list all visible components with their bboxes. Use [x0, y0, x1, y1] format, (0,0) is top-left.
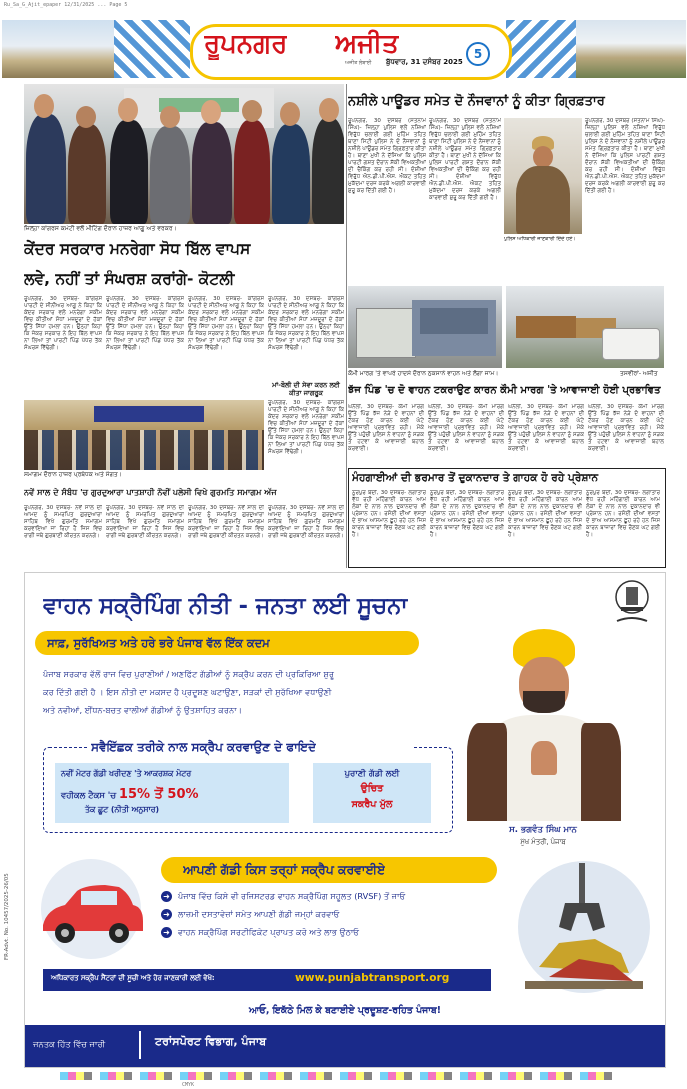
footer-right: ਟਰਾਂਸਪੋਰਟ ਵਿਭਾਗ, ਪੰਜਾਬ: [155, 1035, 267, 1048]
inflation-headline: ਮੰਹਗਾਈਆਂ ਦੀ ਭਰਮਾਰ ਤੋਂ ਦੁਕਾਨਦਾਰ ਤੇ ਗਾਹਕ ਹੋ ਰਹੇ ਪ੍ਰੇਸ਼ਾਨ: [352, 472, 599, 484]
masthead-right-photo: [576, 20, 686, 78]
inflation-body-3: ਨੂਰਪੁਰ ਬੇਦੀ, 30 ਦਸੰਬਰ- ਲਗਾਤਾਰ ਵੱਧ ਰਹੀ ਮਹਿੰਗਾਈ ਕਾਰਨ ਆਮ ਲੋਕਾਂ ਦੇ ਨਾਲ ਨਾਲ ਦੁਕਾਨਦਾਰ ਵੀ ਪ੍ਰੇਸ਼ਾਨ ਹਨ। ਰਸੋਈ ਦੀਆਂ ਵਸਤਾਂ ਦੇ ਭਾਅ ਆਸਮਾਨ ਛੂਹ ਰਹੇ ਹਨ ਜਿਸ ਕਾਰਨ ਬਾਜ਼ਾਰਾਂ ਵਿਚ ਰੌਣਕ ਘਟ ਗਈ ਹੈ।: [508, 490, 582, 538]
how-title: ਆਪਣੀ ਗੱਡੀ ਕਿਸ ਤਰ੍ਹਾਂ ਸਕ੍ਰੈਪ ਕਰਵਾਈਏ: [183, 862, 386, 877]
steps-list: [161, 891, 501, 945]
highway-photo-caption: ਕੌਮੀ ਮਾਰਗ 'ਤੇ ਵਾਪਰੇ ਹਾਦਸੇ ਦੌਰਾਨ ਨੁਕਸਾਨੇ ਵਾਹਨ ਅਤੇ ਲੱਗਾ ਜਾਮ।: [348, 370, 499, 377]
benefit-2-line-2: ਉਚਿਤ: [360, 783, 384, 794]
url-label: ਅਧਿਕਾਰਤ ਸਕ੍ਰੈਪ ਸੈਂਟਰਾਂ ਦੀ ਸੂਚੀ ਅਤੇ ਹੋਰ ਜਾਣਕਾਰੀ ਲਈ ਵੇਖੋ:: [51, 974, 215, 982]
benefit-1-line-2: [61, 783, 199, 802]
ad-side-code: FR-Advt. No. 10457/2025-26/05: [4, 873, 10, 960]
mgnrega-photo-caption: ਜ਼ਿਲ੍ਹਾ ਕਾਂਗਰਸ ਕਮੇਟੀ ਵਲੋਂ ਮੀਟਿੰਗ ਦੌਰਾਨ ਹਾਜ਼ਰ ਆਗੂ ਅਤੇ ਵਰਕਰ।: [24, 225, 177, 232]
benefit-1-percent: 15% ਤੋਂ 50%: [118, 787, 199, 802]
masthead-city: ਰੂਪਨਗਰ: [204, 29, 288, 59]
benefits-title: ਸਵੈਇੱਛਕ ਤਰੀਕੇ ਨਾਲ ਸਕ੍ਰੈਪ ਕਰਵਾਉਣ ਦੇ ਫਾਇਦੇ: [91, 740, 317, 754]
step-3-text: ਵਾਹਨ ਸਕ੍ਰੈਪਿੰਗ ਸਰਟੀਫਿਕੇਟ ਪ੍ਰਾਪਤ ਕਰੋ ਅਤੇ ਲਾਭ ਉਠਾਓ: [178, 927, 360, 937]
drugs-photo: [504, 118, 582, 234]
masthead-left-photo: [2, 20, 114, 78]
benefit-2-line-1: ਪੁਰਾਣੀ ਗੱਡੀ ਲਈ: [344, 769, 400, 779]
scrapyard-illustration: [509, 857, 659, 997]
color-registration-bar: [60, 1072, 620, 1080]
gurudwara-body-3: ਰੂਪਨਗਰ, 30 ਦਸੰਬਰ- ਨਵੇਂ ਸਾਲ ਦੀ ਆਮਦ ਨੂੰ ਸਮਰਪਿਤ ਗੁਰਦੁਆਰਾ ਸਾਹਿਬ ਵਿਖੇ ਗੁਰਮਤਿ ਸਮਾਗਮ ਕਰਵਾਇਆ ਜਾ ਰਿਹਾ ਹੈ ਜਿਸ ਵਿਚ ਰਾਗੀ ਜਥੇ ਗੁਰਬਾਣੀ ਕੀਰਤਨ ਕਰਨਗੇ।: [188, 505, 264, 539]
column-divider: [346, 84, 347, 568]
gurudwara-body-1: ਰੂਪਨਗਰ, 30 ਦਸੰਬਰ- ਨਵੇਂ ਸਾਲ ਦੀ ਆਮਦ ਨੂੰ ਸਮਰਪਿਤ ਗੁਰਦੁਆਰਾ ਸਾਹਿਬ ਵਿਖੇ ਗੁਰਮਤਿ ਸਮਾਗਮ ਕਰਵਾਇਆ ਜਾ ਰਿਹਾ ਹੈ ਜਿਸ ਵਿਚ ਰਾਗੀ ਜਥੇ ਗੁਰਬਾਣੀ ਕੀਰਤਨ ਕਰਨਗੇ।: [24, 505, 102, 539]
step-1-text: ਪੰਜਾਬ ਵਿੱਚ ਕਿਸੇ ਵੀ ਰਜਿਸਟਰਡ ਵਾਹਨ ਸਕ੍ਰੈਪਿੰਗ ਸਹੂਲਤ (RVSF) ਤੋਂ ਜਾਓ: [178, 891, 406, 901]
drugs-headline: ਨਸ਼ੀਲੇ ਪਾਊਡਰ ਸਮੇਤ ਦੋ ਨੌਜਵਾਨਾਂ ਨੂੰ ਕੀਤਾ ਗ੍ਰਿਫ਼ਤਾਰ: [348, 94, 605, 109]
masthead-left-pattern: [114, 20, 190, 78]
ad-footer: [25, 1025, 665, 1067]
page-number-badge: 5: [466, 42, 490, 66]
gurudwara-headline: ਨਵੇਂ ਸਾਲ ਦੇ ਸੰਬੰਧ 'ਚ ਗੁਰਦੁਆਰਾ ਪਾਤਸ਼ਾਹੀ ਨੌਵੀਂ ਪਲੇਸੀ ਵਿਖੇ ਗੁਰਮਤਿ ਸਮਾਗਮ ਅੱਜ: [24, 487, 277, 497]
highway-body-2: ਘਨੌਲੀ, 30 ਦਸੰਬਰ- ਕੌਮੀ ਮਾਰਗ ਉੱਤੇ ਪਿੰਡ ਝੱਜ ਨੇੜੇ ਦੋ ਵਾਹਨਾਂ ਦੀ ਟੱਕਰ ਹੋਣ ਕਾਰਨ ਕਈ ਘੰਟੇ ਆਵਾਜਾਈ ਪ੍ਰਭਾਵਿਤ ਰਹੀ। ਮੌਕੇ ਉੱਤੇ ਪਹੁੰਚੀ ਪੁਲਿਸ ਨੇ ਵਾਹਨਾਂ ਨੂੰ ਸੜਕ ਤੋਂ ਹਟਵਾ ਕੇ ਆਵਾਜਾਈ ਬਹਾਲ ਕਰਵਾਈ।: [428, 404, 504, 452]
mgnrega-subhead: ਮਾਂ-ਬੋਲੀ ਦੀ ਸੇਵਾ ਕਰਨ ਲਈ ਕੀਤਾ ਜਾਗਰੂਕ: [272, 381, 340, 397]
mgnrega-headline-2: ਲਵੇ, ਨਹੀਂ ਤਾਂ ਸੰਘਰਸ਼ ਕਰਾਂਗੇ- ਕੋਟਲੀ: [24, 270, 235, 288]
arrow-right-icon: ➜: [161, 927, 172, 938]
inflation-body-4: ਨੂਰਪੁਰ ਬੇਦੀ, 30 ਦਸੰਬਰ- ਲਗਾਤਾਰ ਵੱਧ ਰਹੀ ਮਹਿੰਗਾਈ ਕਾਰਨ ਆਮ ਲੋਕਾਂ ਦੇ ਨਾਲ ਨਾਲ ਦੁਕਾਨਦਾਰ ਵੀ ਪ੍ਰੇਸ਼ਾਨ ਹਨ। ਰਸੋਈ ਦੀਆਂ ਵਸਤਾਂ ਦੇ ਭਾਅ ਆਸਮਾਨ ਛੂਹ ਰਹੇ ਹਨ ਜਿਸ ਕਾਰਨ ਬਾਜ਼ਾਰਾਂ ਵਿਚ ਰੌਣਕ ਘਟ ਗਈ ਹੈ।: [586, 490, 660, 538]
drugs-body-3: ਰੂਪਨਗਰ, 30 ਦਸੰਬਰ (ਸਤਨਾਮ ਸਿੰਘ)- ਜ਼ਿਲ੍ਹਾ ਪੁਲਿਸ ਵਲੋਂ ਨਸ਼ਿਆਂ ਵਿਰੁੱਧ ਚਲਾਈ ਗਈ ਮੁਹਿੰਮ ਤਹਿਤ ਥਾਣਾ ਸਿਟੀ ਪੁਲਿਸ ਨੇ ਦੋ ਨੌਜਵਾਨਾਂ ਨੂੰ ਨਸ਼ੀਲੇ ਪਾਊਡਰ ਸਮੇਤ ਗ੍ਰਿਫ਼ਤਾਰ ਕੀਤਾ ਹੈ। ਥਾਣਾ ਮੁਖੀ ਨੇ ਦੱਸਿਆ ਕਿ ਪੁਲਿਸ ਪਾਰਟੀ ਗਸ਼ਤ ਦੌਰਾਨ ਸ਼ੱਕੀ ਵਿਅਕਤੀਆਂ ਦੀ ਚੈਕਿੰਗ ਕਰ ਰਹੀ ਸੀ। ਦੋਸ਼ੀਆਂ ਵਿਰੁੱਧ ਐਨ.ਡੀ.ਪੀ.ਐਸ. ਐਕਟ ਤਹਿਤ ਮੁਕੱਦਮਾ ਦਰਜ ਕਰਕੇ ਅਗਲੀ ਕਾਰਵਾਈ ਸ਼ੁਰੂ ਕਰ ਦਿੱਤੀ ਗਈ ਹੈ।: [585, 118, 665, 194]
inflation-body-1: ਨੂਰਪੁਰ ਬੇਦੀ, 30 ਦਸੰਬਰ- ਲਗਾਤਾਰ ਵੱਧ ਰਹੀ ਮਹਿੰਗਾਈ ਕਾਰਨ ਆਮ ਲੋਕਾਂ ਦੇ ਨਾਲ ਨਾਲ ਦੁਕਾਨਦਾਰ ਵੀ ਪ੍ਰੇਸ਼ਾਨ ਹਨ। ਰਸੋਈ ਦੀਆਂ ਵਸਤਾਂ ਦੇ ਭਾਅ ਆਸਮਾਨ ਛੂਹ ਰਹੇ ਹਨ ਜਿਸ ਕਾਰਨ ਬਾਜ਼ਾਰਾਂ ਵਿਚ ਰੌਣਕ ਘਟ ਗਈ ਹੈ।: [352, 490, 426, 538]
benefit-1-line-3: ਤੱਕ ਛੂਟ (ਨੀਤੀ ਅਨੁਸਾਰ): [85, 805, 160, 814]
cm-portrait: [461, 623, 625, 821]
highway-headline: ਝੱਜ ਪਿੰਡ 'ਚ ਦੋ ਵਾਹਨ ਟਕਰਾਉਣ ਕਾਰਨ ਕੌਮੀ ਮਾਰਗ 'ਤੇ ਆਵਾਜਾਈ ਹੋਈ ਪ੍ਰਭਾਵਿਤ: [348, 385, 661, 396]
ad-tagline: ਆਓ, ਇਕੱਠੇ ਮਿਲ ਕੇ ਬਣਾਈਏ ਪ੍ਰਦੂਸ਼ਣ-ਰਹਿਤ ਪੰਜਾਬ!: [248, 1005, 442, 1016]
masthead-right-pattern: [506, 20, 576, 78]
mgnrega-body-2: ਰੂਪਨਗਰ, 30 ਦਸੰਬਰ- ਕਾਂਗਰਸ ਪਾਰਟੀ ਦੇ ਸੀਨੀਅਰ ਆਗੂ ਨੇ ਕਿਹਾ ਕਿ ਕੇਂਦਰ ਸਰਕਾਰ ਵਲੋਂ ਮਨਰੇਗਾ ਸਕੀਮ ਵਿਚ ਕੀਤੀਆਂ ਸੋਧਾਂ ਮਜ਼ਦੂਰਾਂ ਦੇ ਹੱਕਾਂ ਉੱਤੇ ਸਿੱਧਾ ਹਮਲਾ ਹਨ। ਉਨ੍ਹਾਂ ਕਿਹਾ ਕਿ ਜੇਕਰ ਸਰਕਾਰ ਨੇ ਇਹ ਬਿੱਲ ਵਾਪਸ ਨਾ ਲਿਆ ਤਾਂ ਪਾਰਟੀ ਪਿੰਡ ਪੱਧਰ ਤੱਕ ਸੰਘਰਸ਼ ਵਿੱਢੇਗੀ।: [106, 296, 184, 351]
arrow-right-icon: ➜: [161, 891, 172, 902]
ad-intro-1: ਪੰਜਾਬ ਸਰਕਾਰ ਵੱਲੋਂ ਰਾਜ ਵਿਚ ਪੁਰਾਣੀਆਂ / ਅਣਫਿੱਟ ਗੱਡੀਆਂ ਨੂੰ ਸਕ੍ਰੈਪ ਕਰਨ ਦੀ ਪ੍ਰਕਿਰਿਆ ਸ਼ੁਰੂ: [43, 669, 335, 679]
mgnrega-body-1: ਰੂਪਨਗਰ, 30 ਦਸੰਬਰ- ਕਾਂਗਰਸ ਪਾਰਟੀ ਦੇ ਸੀਨੀਅਰ ਆਗੂ ਨੇ ਕਿਹਾ ਕਿ ਕੇਂਦਰ ਸਰਕਾਰ ਵਲੋਂ ਮਨਰੇਗਾ ਸਕੀਮ ਵਿਚ ਕੀਤੀਆਂ ਸੋਧਾਂ ਮਜ਼ਦੂਰਾਂ ਦੇ ਹੱਕਾਂ ਉੱਤੇ ਸਿੱਧਾ ਹਮਲਾ ਹਨ। ਉਨ੍ਹਾਂ ਕਿਹਾ ਕਿ ਜੇਕਰ ਸਰਕਾਰ ਨੇ ਇਹ ਬਿੱਲ ਵਾਪਸ ਨਾ ਲਿਆ ਤਾਂ ਪਾਰਟੀ ਪਿੰਡ ਪੱਧਰ ਤੱਕ ਸੰਘਰਸ਼ ਵਿੱਢੇਗੀ।: [24, 296, 102, 351]
ad-intro-3: ਅਤੇ ਨਵੀਆਂ, ਈਂਧਨ-ਬਚਤ ਵਾਲੀਆਂ ਗੱਡੀਆਂ ਨੂੰ ਉਤਸ਼ਾਹਿਤ ਕਰਨਾ।: [43, 705, 243, 715]
masthead-date: ਬੁੱਧਵਾਰ, 31 ਦਸੰਬਰ 2025: [386, 58, 463, 66]
highway-photo-1: [348, 286, 502, 368]
step-3: [161, 927, 501, 938]
cm-name: ਸ. ਭਗਵੰਤ ਸਿੰਘ ਮਾਨ: [509, 825, 577, 835]
color-bar-label: CMYK: [182, 1082, 195, 1088]
mgnrega-body-5: ਰੂਪਨਗਰ, 30 ਦਸੰਬਰ- ਕਾਂਗਰਸ ਪਾਰਟੀ ਦੇ ਸੀਨੀਅਰ ਆਗੂ ਨੇ ਕਿਹਾ ਕਿ ਕੇਂਦਰ ਸਰਕਾਰ ਵਲੋਂ ਮਨਰੇਗਾ ਸਕੀਮ ਵਿਚ ਕੀਤੀਆਂ ਸੋਧਾਂ ਮਜ਼ਦੂਰਾਂ ਦੇ ਹੱਕਾਂ ਉੱਤੇ ਸਿੱਧਾ ਹਮਲਾ ਹਨ। ਉਨ੍ਹਾਂ ਕਿਹਾ ਕਿ ਜੇਕਰ ਸਰਕਾਰ ਨੇ ਇਹ ਬਿੱਲ ਵਾਪਸ ਨਾ ਲਿਆ ਤਾਂ ਪਾਰਟੀ ਪਿੰਡ ਪੱਧਰ ਤੱਕ ਸੰਘਰਸ਼ ਵਿੱਢੇਗੀ।: [268, 400, 344, 455]
gurudwara-body-2: ਰੂਪਨਗਰ, 30 ਦਸੰਬਰ- ਨਵੇਂ ਸਾਲ ਦੀ ਆਮਦ ਨੂੰ ਸਮਰਪਿਤ ਗੁਰਦੁਆਰਾ ਸਾਹਿਬ ਵਿਖੇ ਗੁਰਮਤਿ ਸਮਾਗਮ ਕਰਵਾਇਆ ਜਾ ਰਿਹਾ ਹੈ ਜਿਸ ਵਿਚ ਰਾਗੀ ਜਥੇ ਗੁਰਬਾਣੀ ਕੀਰਤਨ ਕਰਨਗੇ।: [106, 505, 184, 539]
benefit-1-line-1: ਨਵੀਂ ਮੋਟਰ ਗੱਡੀ ਖਰੀਦਣ 'ਤੇ ਆਕਰਸ਼ਕ ਮੋਟਰ: [61, 769, 192, 778]
cm-title: ਮੁੱਖ ਮੰਤਰੀ, ਪੰਜਾਬ: [520, 838, 566, 846]
gurudwara-photo: [24, 400, 264, 470]
arrow-right-icon: ➜: [161, 909, 172, 920]
drugs-photo-caption: ਪੁਲਿਸ ਅਧਿਕਾਰੀ ਜਾਣਕਾਰੀ ਦਿੰਦੇ ਹੋਏ।: [504, 236, 576, 242]
drugs-body-2: ਰੂਪਨਗਰ, 30 ਦਸੰਬਰ (ਸਤਨਾਮ ਸਿੰਘ)- ਜ਼ਿਲ੍ਹਾ ਪੁਲਿਸ ਵਲੋਂ ਨਸ਼ਿਆਂ ਵਿਰੁੱਧ ਚਲਾਈ ਗਈ ਮੁਹਿੰਮ ਤਹਿਤ ਥਾਣਾ ਸਿਟੀ ਪੁਲਿਸ ਨੇ ਦੋ ਨੌਜਵਾਨਾਂ ਨੂੰ ਨਸ਼ੀਲੇ ਪਾਊਡਰ ਸਮੇਤ ਗ੍ਰਿਫ਼ਤਾਰ ਕੀਤਾ ਹੈ। ਥਾਣਾ ਮੁਖੀ ਨੇ ਦੱਸਿਆ ਕਿ ਪੁਲਿਸ ਪਾਰਟੀ ਗਸ਼ਤ ਦੌਰਾਨ ਸ਼ੱਕੀ ਵਿਅਕਤੀਆਂ ਦੀ ਚੈਕਿੰਗ ਕਰ ਰਹੀ ਸੀ। ਦੋਸ਼ੀਆਂ ਵਿਰੁੱਧ ਐਨ.ਡੀ.ਪੀ.ਐਸ. ਐਕਟ ਤਹਿਤ ਮੁਕੱਦਮਾ ਦਰਜ ਕਰਕੇ ਅਗਲੀ ਕਾਰਵਾਈ ਸ਼ੁਰੂ ਕਰ ਦਿੱਤੀ ਗਈ ਹੈ।: [429, 118, 501, 201]
mgnrega-body-4: ਰੂਪਨਗਰ, 30 ਦਸੰਬਰ- ਕਾਂਗਰਸ ਪਾਰਟੀ ਦੇ ਸੀਨੀਅਰ ਆਗੂ ਨੇ ਕਿਹਾ ਕਿ ਕੇਂਦਰ ਸਰਕਾਰ ਵਲੋਂ ਮਨਰੇਗਾ ਸਕੀਮ ਵਿਚ ਕੀਤੀਆਂ ਸੋਧਾਂ ਮਜ਼ਦੂਰਾਂ ਦੇ ਹੱਕਾਂ ਉੱਤੇ ਸਿੱਧਾ ਹਮਲਾ ਹਨ। ਉਨ੍ਹਾਂ ਕਿਹਾ ਕਿ ਜੇਕਰ ਸਰਕਾਰ ਨੇ ਇਹ ਬਿੱਲ ਵਾਪਸ ਨਾ ਲਿਆ ਤਾਂ ਪਾਰਟੀ ਪਿੰਡ ਪੱਧਰ ਤੱਕ ਸੰਘਰਸ਼ ਵਿੱਢੇਗੀ।: [268, 296, 344, 351]
benefit-1-prefix: ਵਹੀਕਲ ਟੈਕਸ 'ਚ: [61, 790, 119, 800]
masthead-subtitle: ਅਜੀਤ ਲੰਬਾਈ: [345, 60, 372, 66]
gurudwara-photo-caption: ਸਮਾਗਮ ਦੌਰਾਨ ਹਾਜ਼ਰ ਪ੍ਰਬੰਧਕ ਅਤੇ ਸੰਗਤ।: [24, 471, 122, 478]
step-1: [161, 891, 501, 902]
step-2: [161, 909, 501, 920]
benefit-2-line-3: ਸਕਰੈਪ ਮੁੱਲ: [351, 799, 393, 810]
masthead-paper: ਅਜੀਤ: [335, 29, 399, 59]
highway-body-1: ਘਨੌਲੀ, 30 ਦਸੰਬਰ- ਕੌਮੀ ਮਾਰਗ ਉੱਤੇ ਪਿੰਡ ਝੱਜ ਨੇੜੇ ਦੋ ਵਾਹਨਾਂ ਦੀ ਟੱਕਰ ਹੋਣ ਕਾਰਨ ਕਈ ਘੰਟੇ ਆਵਾਜਾਈ ਪ੍ਰਭਾਵਿਤ ਰਹੀ। ਮੌਕੇ ਉੱਤੇ ਪਹੁੰਚੀ ਪੁਲਿਸ ਨੇ ਵਾਹਨਾਂ ਨੂੰ ਸੜਕ ਤੋਂ ਹਟਵਾ ਕੇ ਆਵਾਜਾਈ ਬਹਾਲ ਕਰਵਾਈ।: [348, 404, 424, 452]
footer-left: ਜਨਤਕ ਹਿੱਤ ਵਿੱਚ ਜਾਰੀ: [33, 1039, 106, 1049]
highway-body-4: ਘਨੌਲੀ, 30 ਦਸੰਬਰ- ਕੌਮੀ ਮਾਰਗ ਉੱਤੇ ਪਿੰਡ ਝੱਜ ਨੇੜੇ ਦੋ ਵਾਹਨਾਂ ਦੀ ਟੱਕਰ ਹੋਣ ਕਾਰਨ ਕਈ ਘੰਟੇ ਆਵਾਜਾਈ ਪ੍ਰਭਾਵਿਤ ਰਹੀ। ਮੌਕੇ ਉੱਤੇ ਪਹੁੰਚੀ ਪੁਲਿਸ ਨੇ ਵਾਹਨਾਂ ਨੂੰ ਸੜਕ ਤੋਂ ਹਟਵਾ ਕੇ ਆਵਾਜਾਈ ਬਹਾਲ ਕਰਵਾਈ।: [588, 404, 664, 452]
highway-body-3: ਘਨੌਲੀ, 30 ਦਸੰਬਰ- ਕੌਮੀ ਮਾਰਗ ਉੱਤੇ ਪਿੰਡ ਝੱਜ ਨੇੜੇ ਦੋ ਵਾਹਨਾਂ ਦੀ ਟੱਕਰ ਹੋਣ ਕਾਰਨ ਕਈ ਘੰਟੇ ਆਵਾਜਾਈ ਪ੍ਰਭਾਵਿਤ ਰਹੀ। ਮੌਕੇ ਉੱਤੇ ਪਹੁੰਚੀ ਪੁਲਿਸ ਨੇ ਵਾਹਨਾਂ ਨੂੰ ਸੜਕ ਤੋਂ ਹਟਵਾ ਕੇ ਆਵਾਜਾਈ ਬਹਾਲ ਕਰਵਾਈ।: [508, 404, 584, 452]
mgnrega-headline-1: ਕੇਂਦਰ ਸਰਕਾਰ ਮਨਰੇਗਾ ਸੋਧ ਬਿੱਲ ਵਾਪਸ: [24, 240, 251, 258]
ad-title: ਵਾਹਨ ਸਕ੍ਰੈਪਿੰਗ ਨੀਤੀ - ਜਨਤਾ ਲਈ ਸੂਚਨਾ: [43, 593, 408, 619]
url-link[interactable]: www.punjabtransport.org: [295, 972, 450, 984]
scrap-car-illustration: [33, 855, 149, 961]
drugs-body-1: ਰੂਪਨਗਰ, 30 ਦਸੰਬਰ (ਸਤਨਾਮ ਸਿੰਘ)- ਜ਼ਿਲ੍ਹਾ ਪੁਲਿਸ ਵਲੋਂ ਨਸ਼ਿਆਂ ਵਿਰੁੱਧ ਚਲਾਈ ਗਈ ਮੁਹਿੰਮ ਤਹਿਤ ਥਾਣਾ ਸਿਟੀ ਪੁਲਿਸ ਨੇ ਦੋ ਨੌਜਵਾਨਾਂ ਨੂੰ ਨਸ਼ੀਲੇ ਪਾਊਡਰ ਸਮੇਤ ਗ੍ਰਿਫ਼ਤਾਰ ਕੀਤਾ ਹੈ। ਥਾਣਾ ਮੁਖੀ ਨੇ ਦੱਸਿਆ ਕਿ ਪੁਲਿਸ ਪਾਰਟੀ ਗਸ਼ਤ ਦੌਰਾਨ ਸ਼ੱਕੀ ਵਿਅਕਤੀਆਂ ਦੀ ਚੈਕਿੰਗ ਕਰ ਰਹੀ ਸੀ। ਦੋਸ਼ੀਆਂ ਵਿਰੁੱਧ ਐਨ.ਡੀ.ਪੀ.ਐਸ. ਐਕਟ ਤਹਿਤ ਮੁਕੱਦਮਾ ਦਰਜ ਕਰਕੇ ਅਗਲੀ ਕਾਰਵਾਈ ਸ਼ੁਰੂ ਕਰ ਦਿੱਤੀ ਗਈ ਹੈ।: [348, 118, 426, 194]
highway-photo-credit: ਤਸਵੀਰਾਂ- ਅਜੀਤ: [620, 370, 658, 377]
scrapping-ad: [24, 572, 666, 1068]
inflation-body-2: ਨੂਰਪੁਰ ਬੇਦੀ, 30 ਦਸੰਬਰ- ਲਗਾਤਾਰ ਵੱਧ ਰਹੀ ਮਹਿੰਗਾਈ ਕਾਰਨ ਆਮ ਲੋਕਾਂ ਦੇ ਨਾਲ ਨਾਲ ਦੁਕਾਨਦਾਰ ਵੀ ਪ੍ਰੇਸ਼ਾਨ ਹਨ। ਰਸੋਈ ਦੀਆਂ ਵਸਤਾਂ ਦੇ ਭਾਅ ਆਸਮਾਨ ਛੂਹ ਰਹੇ ਹਨ ਜਿਸ ਕਾਰਨ ਬਾਜ਼ਾਰਾਂ ਵਿਚ ਰੌਣਕ ਘਟ ਗਈ ਹੈ।: [430, 490, 504, 538]
masthead: [0, 14, 687, 80]
file-info: Ru_Sa_G_Ajit_epaper 12/31/2025 ... Page 5: [4, 2, 128, 8]
mgnrega-body-3: ਰੂਪਨਗਰ, 30 ਦਸੰਬਰ- ਕਾਂਗਰਸ ਪਾਰਟੀ ਦੇ ਸੀਨੀਅਰ ਆਗੂ ਨੇ ਕਿਹਾ ਕਿ ਕੇਂਦਰ ਸਰਕਾਰ ਵਲੋਂ ਮਨਰੇਗਾ ਸਕੀਮ ਵਿਚ ਕੀਤੀਆਂ ਸੋਧਾਂ ਮਜ਼ਦੂਰਾਂ ਦੇ ਹੱਕਾਂ ਉੱਤੇ ਸਿੱਧਾ ਹਮਲਾ ਹਨ। ਉਨ੍ਹਾਂ ਕਿਹਾ ਕਿ ਜੇਕਰ ਸਰਕਾਰ ਨੇ ਇਹ ਬਿੱਲ ਵਾਪਸ ਨਾ ਲਿਆ ਤਾਂ ਪਾਰਟੀ ਪਿੰਡ ਪੱਧਰ ਤੱਕ ਸੰਘਰਸ਼ ਵਿੱਢੇਗੀ।: [188, 296, 264, 351]
footer-separator: [139, 1031, 141, 1059]
gurudwara-body-4: ਰੂਪਨਗਰ, 30 ਦਸੰਬਰ- ਨਵੇਂ ਸਾਲ ਦੀ ਆਮਦ ਨੂੰ ਸਮਰਪਿਤ ਗੁਰਦੁਆਰਾ ਸਾਹਿਬ ਵਿਖੇ ਗੁਰਮਤਿ ਸਮਾਗਮ ਕਰਵਾਇਆ ਜਾ ਰਿਹਾ ਹੈ ਜਿਸ ਵਿਚ ਰਾਗੀ ਜਥੇ ਗੁਰਬਾਣੀ ਕੀਰਤਨ ਕਰਨਗੇ।: [268, 505, 344, 539]
ad-intro-2: ਕਰ ਦਿੱਤੀ ਗਈ ਹੈ । ਇਸ ਨੀਤੀ ਦਾ ਮਕਸਦ ਹੈ ਪ੍ਰਦੂਸ਼ਣ ਘਟਾਉਣਾ, ਸੜਕਾਂ ਦੀ ਸੁਰੱਖਿਆ ਵਧਾਉਣੀ: [43, 687, 332, 697]
mgnrega-photo: [24, 84, 344, 224]
ad-subtitle: ਸਾਫ਼, ਸੁਰੱਖਿਅਤ ਅਤੇ ਹਰੇ ਭਰੇ ਪੰਜਾਬ ਵੱਲ ਇੱਕ ਕਦਮ: [47, 636, 270, 650]
step-2-text: ਲਾਜ਼ਮੀ ਦਸਤਾਵੇਜ਼ਾਂ ਸਮੇਤ ਆਪਣੀ ਗੱਡੀ ਜਮ੍ਹਾਂ ਕਰਵਾਓ: [178, 909, 340, 919]
highway-photo-2: [506, 286, 664, 368]
